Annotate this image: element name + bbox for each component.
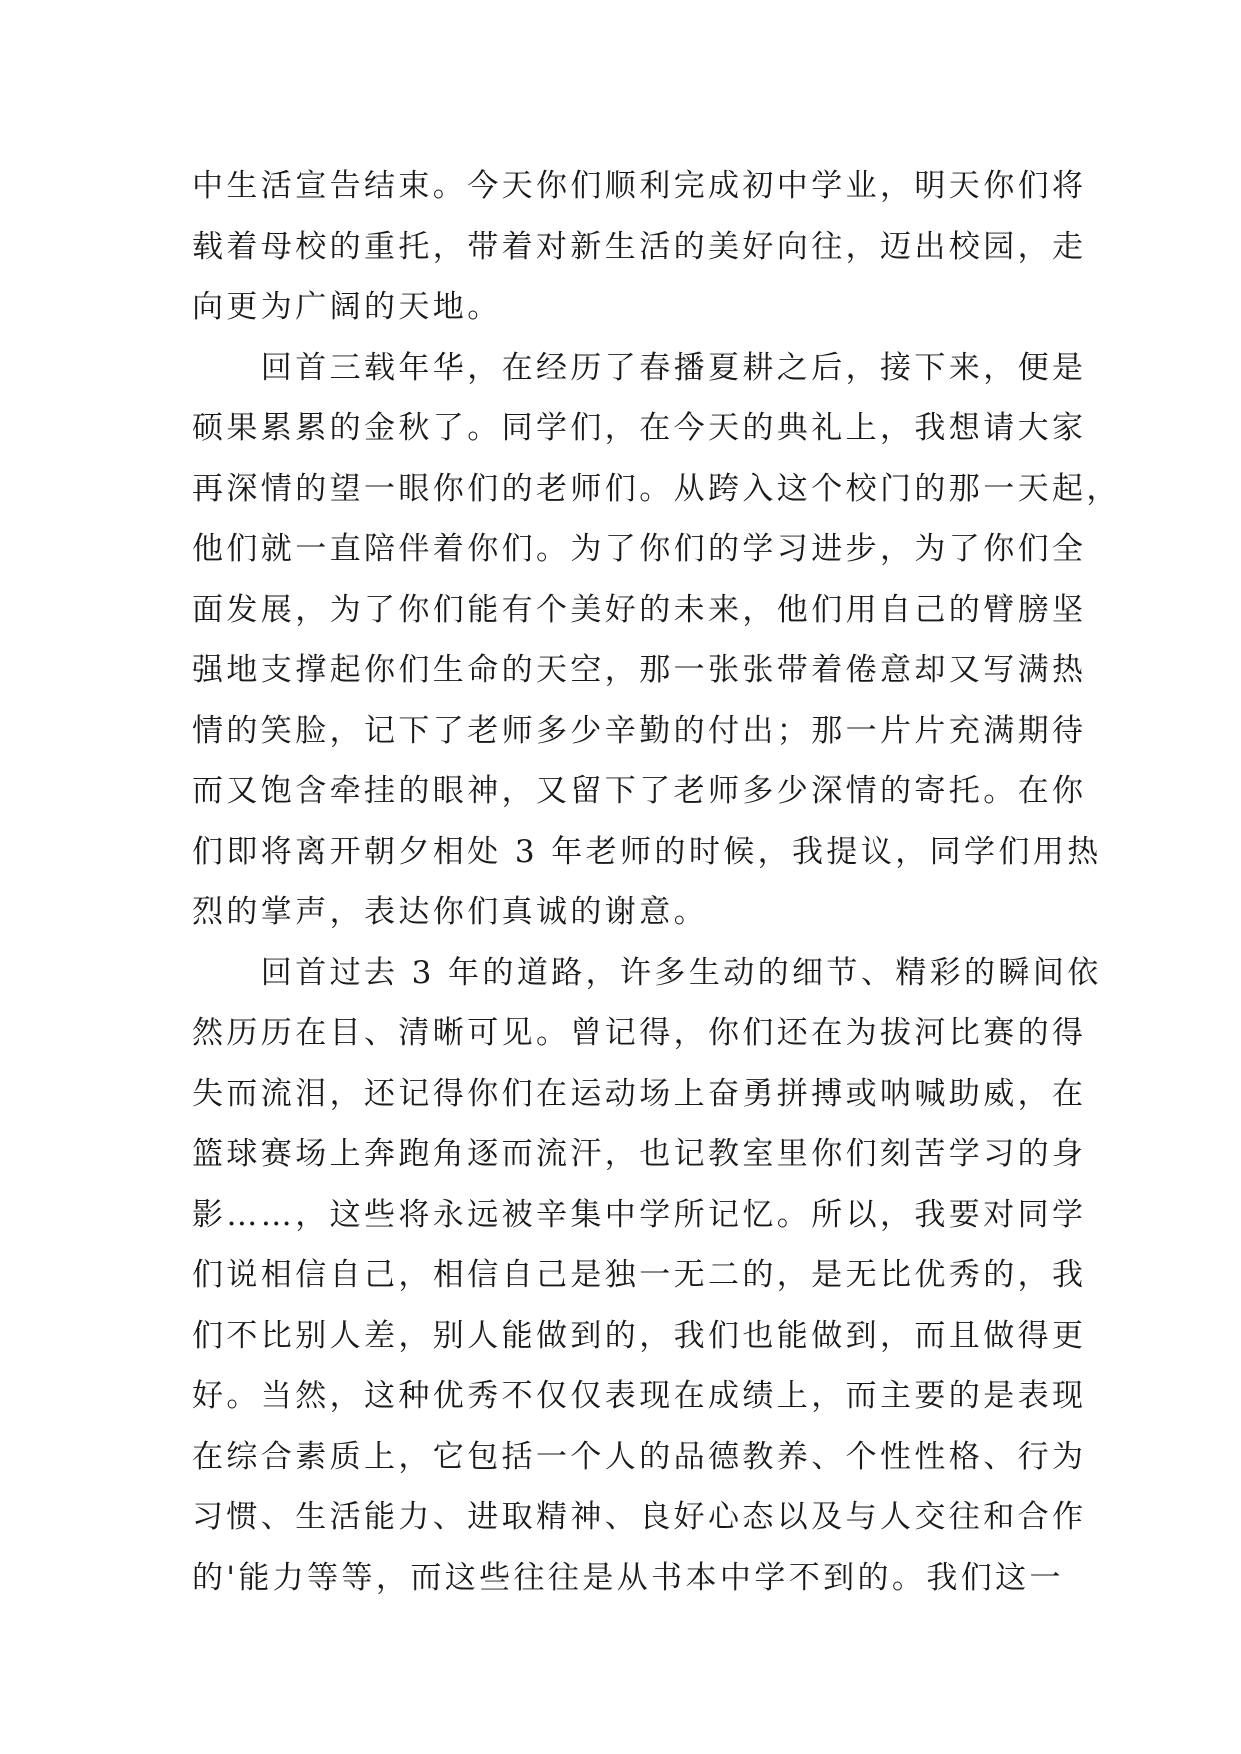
text-line: 而又饱含牵挂的眼神，又留下了老师多少深情的寄托。在你	[192, 773, 1087, 809]
text-line: 习惯、生活能力、进取精神、良好心态以及与人交往和合作	[192, 1499, 1087, 1535]
text-line: 面发展，为了你们能有个美好的未来，他们用自己的臂膀坚	[192, 591, 1087, 628]
text-line: 好。当然，这种优秀不仅仅表现在成绩上，而主要的是表现	[192, 1378, 1087, 1414]
text-line: 再深情的望一眼你们的老师们。从跨入这个校门的那一天起，	[192, 470, 1121, 507]
text-line: 情的笑脸，记下了老师多少辛勤的付出；那一片片充满期待	[192, 712, 1087, 749]
text-line: 们即将离开朝夕相处 3 年老师的时候，我提议，同学们用热	[192, 833, 1102, 870]
text-line: 失而流泪，还记得你们在运动场上奋勇拼搏或呐喊助威，在	[192, 1075, 1087, 1112]
text-line: 他们就一直陪伴着你们。为了你们的学习进步，为了你们全	[192, 531, 1087, 567]
text-line: 烈的掌声，表达你们真诚的谢意。	[192, 894, 708, 930]
text-line: 中生活宣告结束。今天你们顺利完成初中学业，明天你们将	[192, 168, 1087, 204]
text-line: 强地支撑起你们生命的天空，那一张张带着倦意却又写满热	[192, 652, 1087, 688]
text-line: 们不比别人差，别人能做到的，我们也能做到，而且做得更	[192, 1317, 1087, 1354]
text-line: 载着母校的重托，带着对新生活的美好向往，迈出校园，走	[192, 228, 1087, 265]
text-line: 回首过去 3 年的道路，许多生动的细节、精彩的瞬间依	[192, 954, 1102, 991]
text-line: 然历历在目、清晰可见。曾记得，你们还在为拔河比赛的得	[192, 1015, 1087, 1051]
text-line: 的'能力等等，而这些往往是从书本中学不到的。我们这一	[192, 1559, 1064, 1596]
text-line: 硕果累累的金秋了。同学们，在今天的典礼上，我想请大家	[192, 410, 1087, 446]
text-line: 篮球赛场上奔跑角逐而流汗，也记教室里你们刻苦学习的身	[192, 1136, 1087, 1172]
text-line: 向更为广阔的天地。	[192, 289, 502, 325]
text-line: 回首三载年华，在经历了春播夏耕之后，接下来，便是	[192, 349, 1087, 386]
text-line: 影……，这些将永远被辛集中学所记忆。所以，我要对同学	[192, 1196, 1087, 1233]
body-text	[192, 156, 1121, 1608]
text-line: 们说相信自己，相信自己是独一无二的，是无比优秀的，我	[192, 1257, 1087, 1293]
text-line: 在综合素质上，它包括一个人的品德教养、个性性格、行为	[192, 1438, 1087, 1475]
